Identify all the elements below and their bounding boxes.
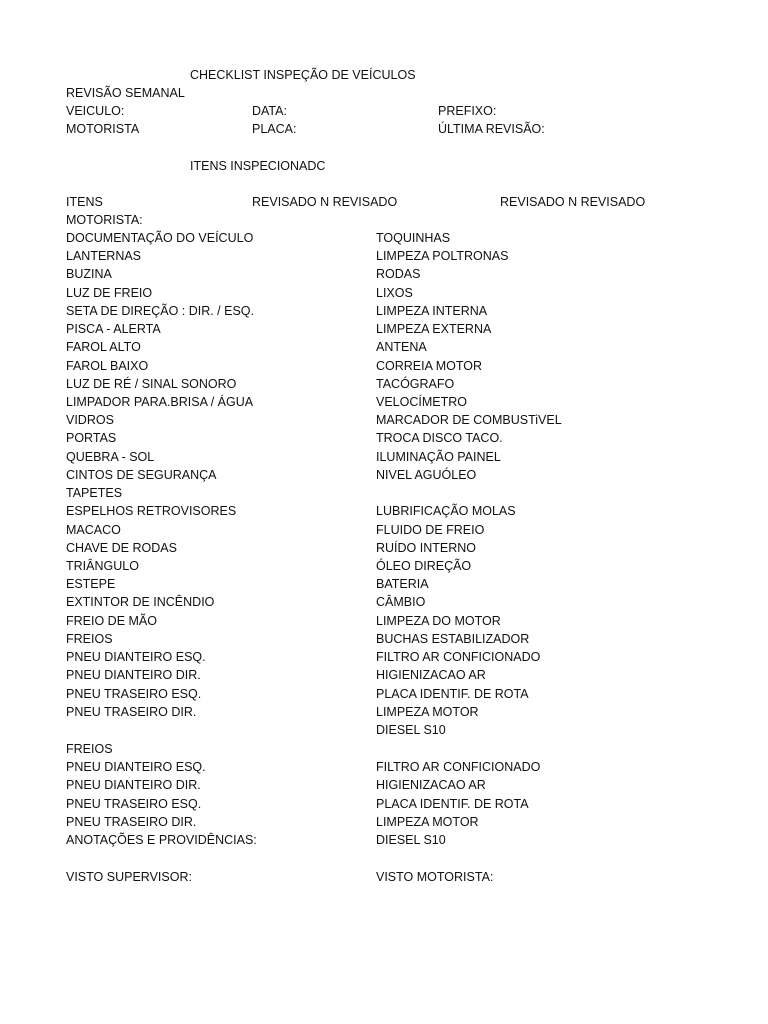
list-item: PISCA - ALERTA — [66, 322, 161, 337]
list-item: FREIOS — [66, 631, 113, 646]
list-item: MACACO — [66, 522, 121, 537]
section-title: ITENS INSPECIONADC — [190, 159, 326, 173]
list-item: TAPETES — [66, 486, 123, 501]
list-item: FREIO DE MÃO — [66, 613, 157, 628]
list-item: FILTRO AR CONFICIONADO — [376, 760, 541, 775]
column-header-revisado-right: REVISADO N REVISADO — [500, 195, 646, 209]
list-item: RODAS — [376, 267, 421, 282]
list-item: RUÍDO INTERNO — [376, 540, 476, 555]
list-item: ANTENA — [376, 340, 427, 355]
list-item: FREIOS — [66, 742, 113, 756]
list-item: ILUMINAÇÃO PAINEL — [376, 449, 501, 464]
list-item: LUZ DE FREIO — [66, 285, 153, 300]
list-item: LIMPEZA MOTOR — [376, 814, 479, 829]
list-item: PNEU DIANTEIRO ESQ. — [66, 760, 206, 775]
list-item: BATERIA — [376, 577, 429, 592]
motorista-header-label: MOTORISTA — [66, 122, 140, 136]
veiculo-label: VEICULO: — [66, 104, 125, 118]
column-header-itens: ITENS — [66, 195, 103, 209]
ultima-revisao-label: ÚLTIMA REVISÃO: — [438, 122, 545, 136]
list-item: ESTEPE — [66, 577, 116, 592]
list-item: LIMPEZA MOTOR — [376, 704, 479, 719]
visto-motorista-label: VISTO MOTORISTA: — [376, 870, 494, 884]
list-item: PNEU DIANTEIRO ESQ. — [66, 650, 206, 665]
column-header-revisado-left: REVISADO N REVISADO — [252, 195, 398, 209]
list-item: BUZINA — [66, 267, 112, 282]
list-item: LUBRIFICAÇÃO MOLAS — [376, 504, 516, 519]
list-item: CÂMBIO — [376, 595, 426, 610]
list-item: PNEU TRASEIRO DIR. — [66, 704, 197, 719]
list-item: MARCADOR DE COMBUSTiVEL — [376, 413, 562, 428]
document-subtitle: REVISÃO SEMANAL — [66, 86, 185, 100]
list-item: TRIÂNGULO — [66, 558, 139, 573]
list-item: PORTAS — [66, 431, 117, 446]
list-item: VELOCÍMETRO — [376, 394, 467, 409]
list-item: LIMPEZA POLTRONAS — [376, 249, 509, 264]
visto-supervisor-label: VISTO SUPERVISOR: — [66, 870, 192, 884]
list-item: LIMPEZA DO MOTOR — [376, 613, 501, 628]
list-item: PNEU DIANTEIRO DIR. — [66, 668, 201, 683]
list-item: PNEU DIANTEIRO DIR. — [66, 778, 201, 793]
list-item: ÓLEO DIREÇÃO — [376, 558, 472, 573]
list-item: DIESEL S10 — [376, 833, 446, 847]
list-item: QUEBRA - SOL — [66, 449, 155, 464]
list-item: DOCUMENTAÇÃO DO VEÍCULO — [66, 231, 254, 245]
list-item: ANOTAÇÕES E PROVIDÊNCIAS: — [66, 833, 257, 847]
list-item: PNEU TRASEIRO ESQ. — [66, 686, 202, 701]
document-title: CHECKLIST INSPEÇÃO DE VEÍCULOS — [190, 68, 416, 82]
list-item: LUZ DE RÉ / SINAL SONORO — [66, 376, 237, 391]
list-item: TROCA DISCO TACO. — [376, 431, 503, 446]
list-item: CHAVE DE RODAS — [66, 540, 177, 555]
list-item: BUCHAS ESTABILIZADOR — [376, 631, 530, 646]
list-item: HIGIENIZACAO AR — [376, 778, 486, 793]
list-item: LIXOS — [376, 285, 413, 300]
data-label: DATA: — [252, 104, 287, 118]
motorista-label: MOTORISTA: — [66, 213, 143, 227]
list-item: CINTOS DE SEGURANÇA — [66, 467, 217, 482]
list-item: TACÓGRAFO — [376, 376, 455, 391]
list-item: FAROL BAIXO — [66, 358, 149, 373]
list-item: FILTRO AR CONFICIONADO — [376, 650, 541, 665]
list-item: LANTERNAS — [66, 249, 142, 264]
list-item: PLACA IDENTIF. DE ROTA — [376, 796, 529, 811]
list-item: VIDROS — [66, 413, 114, 428]
list-item: TOQUINHAS — [376, 231, 451, 245]
placa-label: PLACA: — [252, 122, 297, 136]
list-item: PNEU TRASEIRO ESQ. — [66, 796, 202, 811]
list-item: FLUIDO DE FREIO — [376, 522, 485, 537]
list-item: CORREIA MOTOR — [376, 358, 483, 373]
list-item: SETA DE DIREÇÃO : DIR. / ESQ. — [66, 303, 255, 318]
list-item: LIMPADOR PARA.BRISA / ÁGUA — [66, 394, 254, 409]
list-item: PLACA IDENTIF. DE ROTA — [376, 686, 529, 701]
prefixo-label: PREFIXO: — [438, 104, 497, 118]
list-item: NIVEL AGUÓLEO — [376, 467, 477, 482]
list-item: FAROL ALTO — [66, 340, 141, 355]
list-item: ESPELHOS RETROVISORES — [66, 504, 237, 519]
list-item: PNEU TRASEIRO DIR. — [66, 814, 197, 829]
list-item: EXTINTOR DE INCÊNDIO — [66, 595, 215, 610]
list-item: LIMPEZA EXTERNA — [376, 322, 492, 337]
list-item: DIESEL S10 — [376, 722, 446, 737]
list-item: LIMPEZA INTERNA — [376, 303, 488, 318]
list-item: HIGIENIZACAO AR — [376, 668, 486, 683]
